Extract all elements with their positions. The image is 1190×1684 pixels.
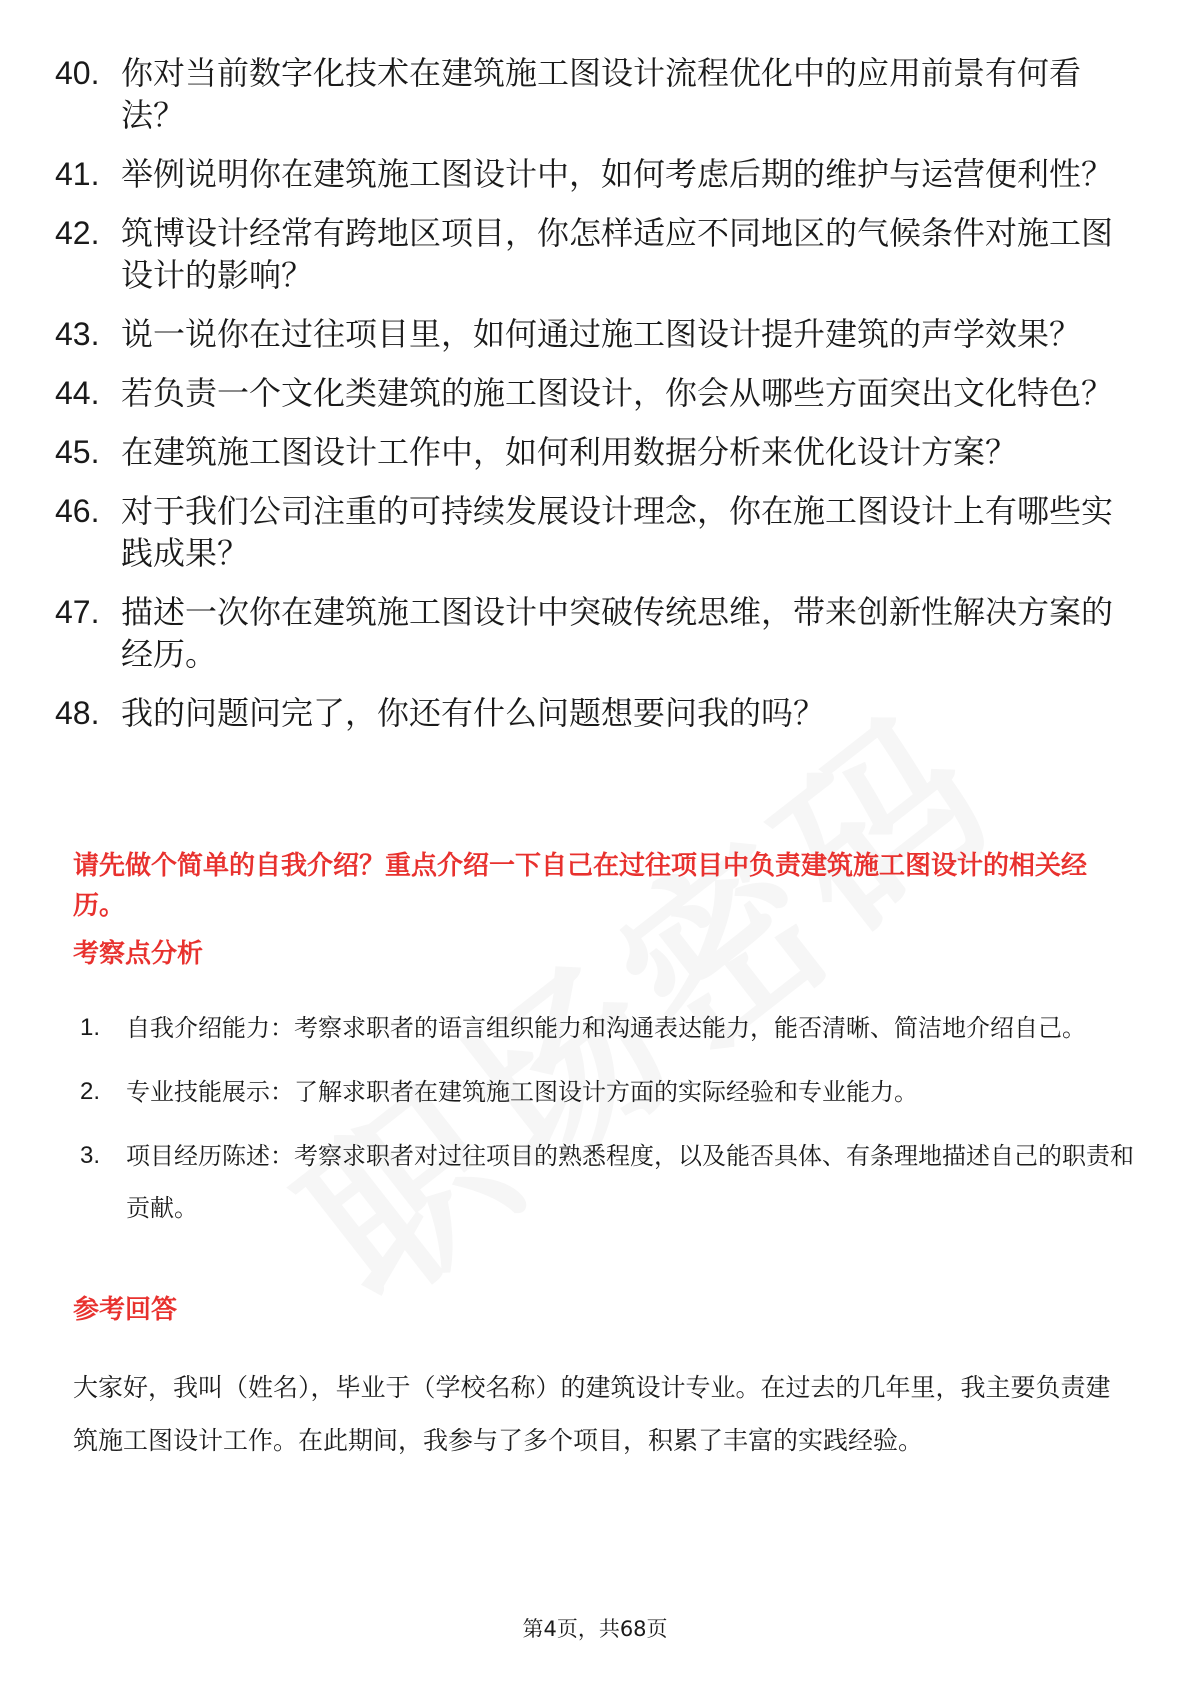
answer-paragraph: 大家好，我叫（姓名），毕业于（学校名称）的建筑设计专业。在过去的几年里，我主要负责建筑施工图设计工作。在此期间，我参与了多个项目，积累了丰富的实践经验。 (73, 1373, 1111, 1455)
answer-title: 参考回答 (73, 1295, 178, 1325)
page-footer: 第4页，共68页 (522, 1617, 668, 1641)
question-item (55, 692, 1135, 734)
point-text: 项目经历陈述：考察求职者对过往项目的熟悉程度，以及能否具体、有条理地描述自己的职责和贡献。 (126, 1142, 1134, 1222)
question-text: 在建筑施工图设计工作中，如何利用数据分析来优化设计方案？ (121, 433, 1018, 471)
question-number: 45. (55, 434, 100, 470)
question-item (55, 313, 1135, 355)
question-item (55, 372, 1135, 414)
analysis-point (80, 1130, 1140, 1234)
question-number: 40. (55, 55, 100, 91)
analysis-point (80, 1066, 1140, 1118)
question-item (55, 212, 1135, 296)
question-number: 43. (55, 316, 100, 352)
analysis-title: 考察点分析 (73, 939, 204, 969)
question-text: 你对当前数字化技术在建筑施工图设计流程优化中的应用前景有何看法？ (121, 54, 1082, 134)
question-list (55, 52, 1135, 751)
question-item (55, 490, 1135, 574)
question-number: 41. (55, 156, 100, 192)
question-number: 48. (55, 695, 100, 731)
question-number: 46. (55, 493, 100, 529)
question-item (55, 153, 1135, 195)
question-text: 举例说明你在建筑施工图设计中，如何考虑后期的维护与运营便利性？ (121, 155, 1114, 193)
question-text: 描述一次你在建筑施工图设计中突破传统思维，带来创新性解决方案的经历。 (121, 593, 1114, 673)
question-text: 若负责一个文化类建筑的施工图设计，你会从哪些方面突出文化特色？ (121, 374, 1114, 412)
analysis-point (80, 1002, 1140, 1054)
question-item (55, 52, 1135, 136)
question-number: 42. (55, 215, 100, 251)
point-number: 3. (80, 1142, 101, 1169)
question-item (55, 431, 1135, 473)
question-number: 47. (55, 594, 100, 630)
analysis-points (80, 1002, 1140, 1246)
section-heading: 请先做个简单的自我介绍？重点介绍一下自己在过往项目中负责建筑施工图设计的相关经历。 (73, 851, 1088, 921)
question-number: 44. (55, 375, 100, 411)
point-number: 2. (80, 1078, 101, 1105)
question-item (55, 591, 1135, 675)
question-text: 我的问题问完了，你还有什么问题想要问我的吗？ (121, 694, 826, 732)
point-text: 专业技能展示：了解求职者在建筑施工图设计方面的实际经验和专业能力。 (126, 1078, 918, 1106)
point-number: 1. (80, 1014, 101, 1041)
question-text: 说一说你在过往项目里，如何通过施工图设计提升建筑的声学效果？ (121, 315, 1082, 353)
point-text: 自我介绍能力：考察求职者的语言组织能力和沟通表达能力，能否清晰、简洁地介绍自己。 (126, 1014, 1086, 1042)
question-text: 筑博设计经常有跨地区项目，你怎样适应不同地区的气候条件对施工图设计的影响？ (121, 214, 1114, 294)
question-text: 对于我们公司注重的可持续发展设计理念，你在施工图设计上有哪些实践成果？ (121, 492, 1114, 572)
